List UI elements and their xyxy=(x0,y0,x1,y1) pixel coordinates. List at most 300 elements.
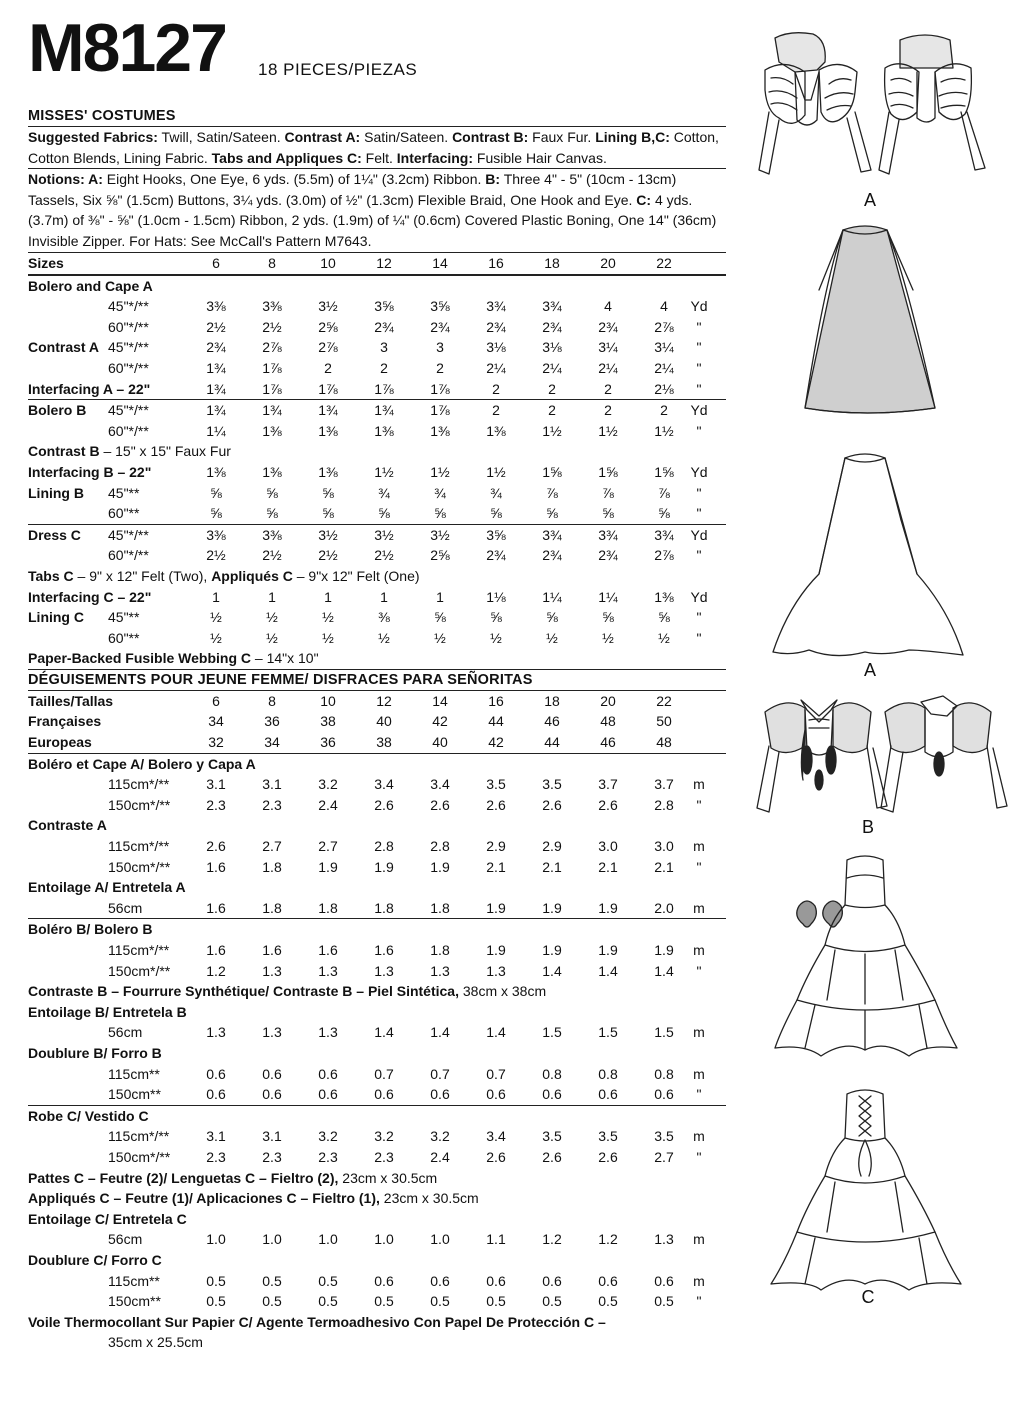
metric-width: 150cm*/** xyxy=(108,962,171,979)
yardage-cell: 3½ xyxy=(318,298,338,315)
size-cell: 6 xyxy=(212,255,220,271)
yardage-row xyxy=(28,421,726,442)
metric-row xyxy=(28,815,726,836)
yardage-cell: 2¾ xyxy=(542,547,562,564)
metric-cell: 0.6 xyxy=(486,1086,506,1103)
metric-cell: 2.3 xyxy=(374,1148,394,1165)
yardage-width: 45"*/** xyxy=(108,526,149,543)
metric-cell: 2.3 xyxy=(262,1148,282,1165)
metric-section-name: Entoilage B/ Entretela B xyxy=(28,1003,187,1020)
yardage-width: 60"*/** xyxy=(108,359,149,376)
foreign-size-cell: 42 xyxy=(488,734,504,751)
yardage-unit: " xyxy=(696,629,702,646)
yardage-unit: Yd xyxy=(690,588,708,605)
yardage-cell: 1⅞ xyxy=(430,402,450,419)
size-cell: 20 xyxy=(600,255,616,271)
yardage-cell: 1¾ xyxy=(374,402,394,419)
contrast-b-label: Contrast B: xyxy=(452,129,529,145)
metric-cell: 1.8 xyxy=(374,899,394,916)
metric-row xyxy=(28,795,726,816)
yardage-cell: ¾ xyxy=(490,484,502,501)
foreign-size-cell: 36 xyxy=(264,713,280,730)
yardage-cell: 3⅝ xyxy=(486,526,506,543)
yardage-cell: 2 xyxy=(324,359,332,376)
bolero-b-back-drawing xyxy=(881,696,1007,812)
foreign-size-cell: 48 xyxy=(600,713,616,730)
metric-row xyxy=(28,1043,726,1064)
notions-label: Notions: A: xyxy=(28,171,103,187)
yardage-row xyxy=(28,399,726,421)
technical-drawings xyxy=(735,0,1017,1418)
metric-cell: 2.9 xyxy=(542,838,562,855)
foreign-size-cell: 46 xyxy=(600,734,616,751)
contrast-b-text: Faux Fur. xyxy=(528,129,596,145)
metric-width: 115cm*/** xyxy=(108,1128,170,1145)
yardage-cell: ¾ xyxy=(378,484,390,501)
metric-unit: m xyxy=(693,838,705,855)
metric-cell: 0.6 xyxy=(654,1272,674,1289)
metric-cell: 3.4 xyxy=(486,1128,506,1145)
metric-row xyxy=(28,1022,726,1043)
yardage-cell: 3⅝ xyxy=(430,298,450,315)
metric-row xyxy=(28,1332,726,1353)
metric-unit: " xyxy=(696,1086,702,1103)
metric-section-label xyxy=(28,1043,162,1064)
metric-cell: 1.6 xyxy=(318,942,338,958)
yardage-row xyxy=(28,462,726,483)
yardage-cell: 2 xyxy=(604,402,612,419)
yardage-cell: ⅝ xyxy=(322,484,334,501)
yardage-row-label: Lining C xyxy=(28,609,84,626)
metric-cell: 1.6 xyxy=(262,942,282,958)
metric-cell: 1.8 xyxy=(318,899,338,916)
metric-cell: 1.5 xyxy=(542,1024,562,1041)
foreign-size-row xyxy=(28,691,726,712)
metric-cell: 3.4 xyxy=(430,776,450,793)
yardage-cell: ½ xyxy=(546,629,558,646)
yardage-row xyxy=(28,358,726,379)
size-cell: 14 xyxy=(432,255,448,271)
yardage-unit: Yd xyxy=(690,463,708,480)
yardage-cell: ½ xyxy=(210,609,222,626)
yardage-cell: 1¾ xyxy=(318,402,338,419)
yardage-cell: 1 xyxy=(324,588,332,605)
metric-unit: " xyxy=(696,796,702,813)
yardage-cell: 2¾ xyxy=(374,318,394,335)
yardage-cell: 3 xyxy=(436,339,444,356)
metric-cell: 2.8 xyxy=(654,796,674,813)
yardage-cell: 2 xyxy=(604,380,612,397)
metric-cell: 2.9 xyxy=(486,838,506,855)
metric-cell: 1.8 xyxy=(430,942,450,958)
metric-cell: 0.8 xyxy=(654,1065,674,1082)
yardage-cell: 1⅜ xyxy=(374,422,394,439)
metric-cell: 0.6 xyxy=(262,1086,282,1103)
yardage-cell: ⅜ xyxy=(378,609,390,626)
view-illustrations xyxy=(735,0,1017,1418)
foreign-size-cell: 8 xyxy=(268,692,276,709)
metric-cell: 0.7 xyxy=(486,1065,506,1082)
metric-width: 115cm** xyxy=(108,1065,160,1082)
size-cell: 8 xyxy=(268,255,276,271)
metric-row xyxy=(28,961,726,982)
metric-cell: 1.5 xyxy=(598,1024,618,1041)
yardage-cell: ⅝ xyxy=(602,609,614,626)
yardage-cell: 2¼ xyxy=(598,359,618,376)
foreign-size-label: Europeas xyxy=(28,734,92,751)
fabrics-text: Twill, Satin/Sateen. xyxy=(157,129,285,145)
metric-cell: 2.4 xyxy=(430,1148,450,1165)
metric-cell: 2.1 xyxy=(598,858,618,875)
yardage-cell: ½ xyxy=(210,629,222,646)
notions-a: Eight Hooks, One Eye, 6 yds. (5.5m) of 1¼" (3.2cm) Ribbon. xyxy=(102,171,486,187)
yardage-cell: 1 xyxy=(380,588,388,605)
metric-cell: 0.5 xyxy=(654,1293,674,1310)
yardage-section-label xyxy=(28,566,420,587)
metric-row xyxy=(28,1168,726,1189)
yardage-cell: 1⅝ xyxy=(542,463,562,480)
yardage-width: 45"*/** xyxy=(108,339,149,356)
metric-cell: 2.1 xyxy=(654,858,674,875)
yardage-width: 60"*/** xyxy=(108,318,149,335)
metric-cell: 0.8 xyxy=(598,1065,618,1082)
yardage-cell: 1¾ xyxy=(206,402,226,419)
metric-row xyxy=(28,1250,726,1271)
yardage-unit: Yd xyxy=(690,298,708,315)
yardage-cell: 1¼ xyxy=(598,588,618,605)
metric-unit: " xyxy=(696,962,702,979)
foreign-size-cell: 14 xyxy=(432,692,448,709)
yardage-cell: ½ xyxy=(434,629,446,646)
metric-cell: 1.3 xyxy=(262,1024,282,1041)
metric-width: 115cm*/** xyxy=(108,942,170,958)
yardage-row-label: Dress C xyxy=(28,526,81,543)
yardage-cell: 1½ xyxy=(654,422,674,439)
yardage-cell: 1½ xyxy=(598,422,618,439)
metric-unit: m xyxy=(693,776,705,793)
yardage-unit: " xyxy=(696,339,702,356)
foreign-size-cell: 32 xyxy=(208,734,224,751)
metric-cell: 0.6 xyxy=(542,1086,562,1103)
metric-cell: 1.2 xyxy=(206,962,226,979)
yardage-cell: 1⅞ xyxy=(430,380,450,397)
yardage-row xyxy=(28,441,726,462)
metric-section-label xyxy=(28,1168,437,1189)
yardage-cell: ⅝ xyxy=(490,609,502,626)
metric-cell: 0.5 xyxy=(430,1293,450,1310)
metric-cell: 3.5 xyxy=(654,1128,674,1145)
yardage-cell: ½ xyxy=(658,629,670,646)
metric-cell: 1.0 xyxy=(318,1231,338,1248)
yardage-cell: 3 xyxy=(380,339,388,356)
metric-section-name: Pattes C – Feutre (2)/ Lenguetas C – Fieltro (2), xyxy=(28,1169,339,1186)
metric-row xyxy=(28,857,726,878)
english-table xyxy=(28,275,726,669)
yardage-chart xyxy=(28,106,726,1353)
metric-row xyxy=(28,836,726,857)
metric-cell: 1.0 xyxy=(206,1231,226,1248)
foreign-size-cell: 36 xyxy=(320,734,336,751)
metric-cell: 2.6 xyxy=(486,796,506,813)
metric-cell: 0.6 xyxy=(430,1086,450,1103)
metric-row xyxy=(28,1271,726,1292)
yardage-cell: 2½ xyxy=(374,547,394,564)
yardage-row-label: Interfacing A – 22" xyxy=(28,380,151,397)
yardage-cell: 2½ xyxy=(318,547,338,564)
metric-cell: 3.2 xyxy=(430,1128,450,1145)
metric-unit: " xyxy=(696,1293,702,1310)
metric-cell: 0.8 xyxy=(542,1065,562,1082)
yardage-cell: 2 xyxy=(660,402,668,419)
yardage-cell: 1½ xyxy=(486,463,506,480)
notions-b: Three 4" - 5" (10cm - 13cm) Tassels, Six ⅝" (1.5cm) Buttons, 3¼ yds. (3.0m) of ½" (1.3cm) Flexible Braid, One Hook and Eye. xyxy=(28,171,677,208)
metric-cell: 0.7 xyxy=(430,1065,450,1082)
yardage-cell: 2½ xyxy=(206,547,226,564)
metric-section-name: Contraste B – Fourrure Synthétique/ Contraste B – Piel Sintética, xyxy=(28,983,459,1000)
metric-cell: 3.7 xyxy=(654,776,674,793)
metric-section-label xyxy=(28,1209,187,1230)
yardage-cell: 2 xyxy=(548,402,556,419)
sizes-header xyxy=(28,252,726,275)
yardage-cell: 1⅝ xyxy=(654,463,674,480)
yardage-cell: 2½ xyxy=(206,318,226,335)
yardage-cell: 2½ xyxy=(262,547,282,564)
metric-cell: 1.0 xyxy=(374,1231,394,1248)
yardage-unit: " xyxy=(696,359,702,376)
view-label-c: C xyxy=(861,1287,875,1307)
metric-row xyxy=(28,753,726,775)
metric-unit: m xyxy=(693,1065,705,1082)
metric-cell: 0.5 xyxy=(542,1293,562,1310)
yardage-cell: 2 xyxy=(548,380,556,397)
yardage-cell: 2 xyxy=(436,359,444,376)
yardage-unit: " xyxy=(696,484,702,501)
metric-section-name: Appliqués C – Feutre (1)/ Aplicaciones C – Fieltro (1), xyxy=(28,1190,380,1207)
metric-section-label xyxy=(28,1250,162,1271)
yardage-row xyxy=(28,296,726,317)
yardage-row xyxy=(28,483,726,504)
yardage-cell: ½ xyxy=(322,629,334,646)
yardage-cell: ⅝ xyxy=(210,505,222,522)
cape-a-drawing-2 xyxy=(773,454,963,656)
metric-width: 150cm*/** xyxy=(108,858,171,875)
metric-cell: 2.6 xyxy=(486,1148,506,1165)
metric-width: 115cm*/** xyxy=(108,838,170,855)
metric-indent-text: 35cm x 25.5cm xyxy=(108,1334,203,1351)
sizes-label: Sizes xyxy=(28,255,64,271)
metric-cell: 1.0 xyxy=(430,1231,450,1248)
metric-cell: 1.9 xyxy=(542,942,562,958)
foreign-size-row xyxy=(28,711,726,732)
foreign-size-label: Françaises xyxy=(28,713,102,730)
yardage-cell: 2¾ xyxy=(430,318,450,335)
metric-cell: 1.9 xyxy=(486,899,506,916)
metric-cell: 3.0 xyxy=(598,838,618,855)
yardage-cell: 2¼ xyxy=(542,359,562,376)
foreign-size-cell: 34 xyxy=(208,713,224,730)
yardage-cell: 2⅞ xyxy=(654,547,674,564)
metric-width: 56cm xyxy=(108,1231,143,1248)
metric-unit: m xyxy=(693,1024,705,1041)
yardage-cell: 4 xyxy=(604,298,612,315)
metric-cell: 1.9 xyxy=(374,858,394,875)
metric-row xyxy=(28,918,726,940)
metric-cell: 2.7 xyxy=(318,838,338,855)
metric-cell: 2.6 xyxy=(598,796,618,813)
yardage-cell: 3¾ xyxy=(542,526,562,543)
yardage-width: 45"*/** xyxy=(108,402,149,419)
yardage-cell: ⅝ xyxy=(322,505,334,522)
yardage-cell: 3⅛ xyxy=(542,339,562,356)
yardage-unit: " xyxy=(696,609,702,626)
pattern-number: M8127 xyxy=(28,10,226,86)
yardage-cell: ⅞ xyxy=(602,484,614,501)
yardage-cell: 1⅜ xyxy=(206,463,226,480)
metric-row xyxy=(28,1291,726,1312)
yardage-cell: 2½ xyxy=(262,318,282,335)
metric-cell: 0.5 xyxy=(262,1293,282,1310)
metric-cell: 1.1 xyxy=(486,1231,506,1248)
yardage-cell: 2¾ xyxy=(598,318,618,335)
yardage-cell: 3⅜ xyxy=(262,298,282,315)
metric-section-detail: 23cm x 30.5cm xyxy=(338,1169,438,1186)
metric-cell: 2.4 xyxy=(318,796,338,813)
size-cell: 12 xyxy=(376,255,392,271)
metric-cell: 1.3 xyxy=(486,962,506,979)
yardage-row xyxy=(28,524,726,546)
metric-row xyxy=(28,1147,726,1168)
metric-cell: 1.3 xyxy=(430,962,450,979)
metric-row xyxy=(28,981,726,1002)
metric-unit: m xyxy=(693,942,705,958)
yardage-cell: 3⅝ xyxy=(374,298,394,315)
yardage-cell: 1⅜ xyxy=(262,463,282,480)
foreign-size-cell: 22 xyxy=(656,692,672,709)
yardage-cell: 2¾ xyxy=(542,318,562,335)
metric-section-label xyxy=(28,754,256,775)
foreign-size-cell: 16 xyxy=(488,692,504,709)
bolero-a-front-drawing xyxy=(759,33,871,174)
metric-cell: 1.9 xyxy=(598,899,618,916)
dress-c-front-drawing xyxy=(775,856,957,1056)
metric-cell: 3.7 xyxy=(598,776,618,793)
yardage-cell: 1 xyxy=(212,588,220,605)
metric-unit: m xyxy=(693,899,705,916)
metric-row xyxy=(28,1084,726,1105)
yardage-cell: 2⅞ xyxy=(262,339,282,356)
lining-text: Cotton, Cotton Blends, Lining Fabric. xyxy=(28,129,719,166)
metric-cell: 2.8 xyxy=(430,838,450,855)
foreign-sizes xyxy=(28,691,726,753)
yardage-cell: ⅝ xyxy=(602,505,614,522)
metric-row xyxy=(28,1188,726,1209)
yardage-cell: 2¼ xyxy=(654,359,674,376)
metric-cell: 2.8 xyxy=(374,838,394,855)
yardage-section-detail-2: – 9"x 12" Felt (One) xyxy=(292,567,420,584)
metric-cell: 1.4 xyxy=(430,1024,450,1041)
yardage-cell: ⅝ xyxy=(378,505,390,522)
yardage-cell: 1¾ xyxy=(206,359,226,376)
yardage-cell: ⅝ xyxy=(434,505,446,522)
yardage-section-detail: – 14"x 10" xyxy=(251,650,319,667)
yardage-unit: " xyxy=(696,318,702,335)
yardage-row-label: Lining B xyxy=(28,484,84,501)
yardage-cell: 3½ xyxy=(430,526,450,543)
foreign-size-cell: 44 xyxy=(488,713,504,730)
foreign-size-cell: 46 xyxy=(544,713,560,730)
metric-cell: 1.9 xyxy=(542,899,562,916)
yardage-cell: 3¾ xyxy=(598,526,618,543)
metric-cell: 3.5 xyxy=(542,776,562,793)
metric-unit: " xyxy=(696,1148,702,1165)
yardage-width: 45"*/** xyxy=(108,298,149,315)
yardage-cell: ½ xyxy=(602,629,614,646)
yardage-cell: 1¼ xyxy=(206,422,226,439)
yardage-cell: 3⅜ xyxy=(206,526,226,543)
yardage-row xyxy=(28,587,726,608)
size-cell: 10 xyxy=(320,255,336,271)
metric-cell: 3.1 xyxy=(262,776,282,793)
yardage-cell: ⅝ xyxy=(658,609,670,626)
metric-cell: 0.5 xyxy=(318,1293,338,1310)
view-label-b: B xyxy=(861,817,874,837)
metric-unit: m xyxy=(693,1231,705,1248)
metric-cell: 3.2 xyxy=(318,776,338,793)
metric-cell: 3.0 xyxy=(654,838,674,855)
metric-cell: 1.3 xyxy=(206,1024,226,1041)
metric-cell: 1.4 xyxy=(486,1024,506,1041)
yardage-unit: Yd xyxy=(690,402,708,419)
metric-width: 150cm** xyxy=(108,1293,161,1310)
metric-cell: 0.5 xyxy=(262,1272,282,1289)
yardage-cell: 1¾ xyxy=(206,380,226,397)
yardage-unit: " xyxy=(696,380,702,397)
metric-section-detail: 38cm x 38cm xyxy=(458,983,547,1000)
yardage-row xyxy=(28,607,726,628)
view-label-a-1: A xyxy=(863,190,876,210)
metric-cell: 3.1 xyxy=(262,1128,282,1145)
tabs-label: Tabs and Appliques C: xyxy=(211,149,362,166)
yardage-cell: ⅝ xyxy=(210,484,222,501)
bolero-a-back-drawing xyxy=(879,35,985,174)
yardage-cell: 1⅜ xyxy=(318,422,338,439)
metric-cell: 0.6 xyxy=(598,1086,618,1103)
yardage-cell: 2⅞ xyxy=(654,318,674,335)
metric-cell: 1.3 xyxy=(262,962,282,979)
yardage-cell: 2¾ xyxy=(598,547,618,564)
yardage-cell: 1⅞ xyxy=(374,380,394,397)
yardage-cell: 1½ xyxy=(542,422,562,439)
metric-cell: 2.6 xyxy=(542,796,562,813)
metric-cell: 2.7 xyxy=(262,838,282,855)
foreign-title: DÉGUISEMENTS POUR JEUNE FEMME/ DISFRACES PARA SEÑORITAS xyxy=(28,671,533,688)
metric-row xyxy=(28,1209,726,1230)
metric-section-name: Boléro B/ Bolero B xyxy=(28,921,153,938)
yardage-cell: ½ xyxy=(490,629,502,646)
metric-section-name: Contraste A xyxy=(28,817,107,834)
metric-row xyxy=(28,1105,726,1127)
metric-cell: 0.7 xyxy=(374,1065,394,1082)
foreign-size-cell: 38 xyxy=(376,734,392,751)
contrast-a-label: Contrast A: xyxy=(284,129,361,145)
metric-cell: 2.6 xyxy=(598,1148,618,1165)
metric-cell: 2.3 xyxy=(262,796,282,813)
foreign-size-cell: 48 xyxy=(656,734,672,751)
fabrics-label: Suggested Fabrics: xyxy=(28,129,158,145)
metric-cell: 3.1 xyxy=(206,776,226,793)
yardage-section-name: Bolero and Cape A xyxy=(28,277,153,294)
yardage-row xyxy=(28,379,726,400)
